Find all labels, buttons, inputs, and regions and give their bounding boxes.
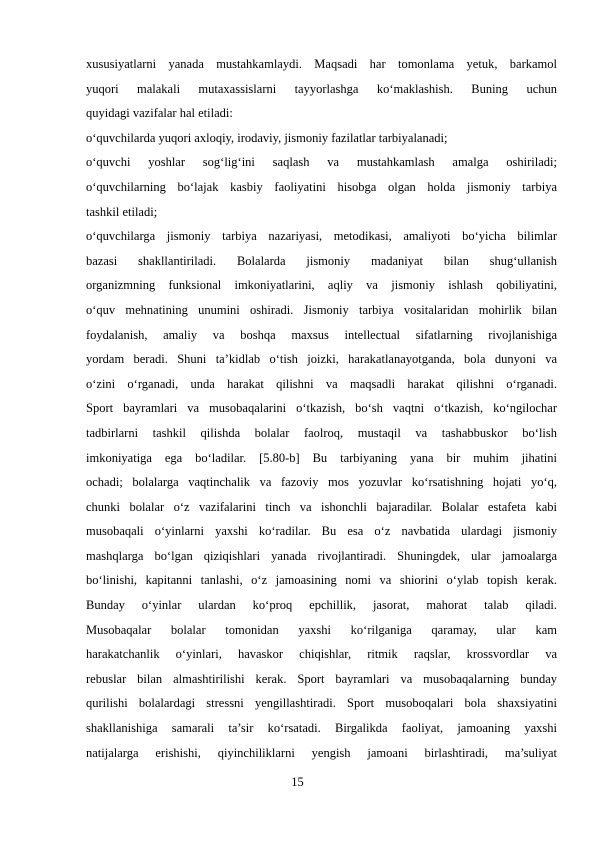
text-line: Musobaqalar bolalar tomonidan yaxshi ko‘rilganiga qaramay, ular kam: [86, 622, 557, 637]
text-line: Bunday o‘yinlar ulardan ko‘proq epchillik, jasorat, mahorat talab qiladi.: [86, 598, 557, 613]
text-line: quyidagi vazifalar hal etiladi:: [86, 106, 233, 121]
text-line: Sport bayramlari va musobaqalarini o‘tkazish, bo‘sh vaqtni o‘tkazish, ko‘ngilochar: [86, 401, 557, 416]
text-line: o‘quv mehnatining unumini oshiradi. Jismoniy tarbiya vositalaridan mohirlik bilan: [86, 302, 557, 317]
text-line: shakllanishiga samarali ta’sir ko‘rsatadi. Birgalikda faoliyat, jamoaning yaxshi: [86, 721, 557, 736]
text-line: musobaqali o‘yinlarni yaxshi ko‘radilar. Bu esa o‘z navbatida ulardagi jismoniy: [86, 524, 557, 539]
text-line: imkoniyatiga ega bo‘ladilar. [5.80-b] Bu tarbiyaning yana bir muhim jihatini: [86, 450, 557, 465]
text-line: o‘quvchilarning bo‘lajak kasbiy faoliyatini hisobga olgan holda jismoniy tarbiya: [86, 179, 557, 194]
page-number: 15: [291, 775, 304, 789]
text-line: o‘quvchi yoshlar sog‘lig‘ini saqlash va mustahkamlash amalga oshiriladi;: [86, 155, 557, 170]
text-line: mashqlarga bo‘lgan qiziqishlari yanada rivojlantiradi. Shuningdek, ular jamoalarga: [86, 548, 557, 563]
text-line: chunki bolalar o‘z vazifalarini tinch va ishonchli bajaradilar. Bolalar estafeta kabi: [86, 499, 557, 514]
text-line: foydalanish, amaliy va boshqa maxsus intellectual sifatlarning rivojlanishiga: [86, 327, 557, 342]
text-line: natijalarga erishishi, qiyinchiliklarni yengish jamoani birlashtiradi, ma’suliyat: [86, 745, 557, 760]
text-line: bazasi shakllantiriladi. Bolalarda jismoniy madaniyat bilan shug‘ullanish: [86, 253, 557, 268]
text-line: bo‘linishi, kapitanni tanlashi, o‘z jamoasining nomi va shiorini o‘ylab topish kerak.: [86, 573, 557, 588]
text-line: xususiyatlarni yanada mustahkamlaydi. Maqsadi har tomonlama yetuk, barkamol: [86, 57, 557, 71]
text-line: tadbirlarni tashkil qilishda bolalar faolroq, mustaqil va tashabbuskor bo‘lish: [86, 425, 557, 440]
text-line: yordam beradi. Shuni ta’kidlab o‘tish joizki, harakatlanayotganda, bola dunyoni va: [86, 352, 557, 367]
text-line: yuqori malakali mutaxassislarni tayyorlashga ko‘maklashish. Buning uchun: [86, 81, 557, 96]
text-line: o‘quvchilarda yuqori axloqiy, irodaviy, jismoniy fazilatlar tarbiyalanadi;: [86, 130, 448, 145]
text-line: tashkil etiladi;: [86, 204, 158, 219]
text-line: rebuslar bilan almashtirilishi kerak. Sport bayramlari va musobaqalarning bunday: [86, 671, 557, 686]
text-line: qurilishi bolalardagi stressni yengillashtiradi. Sport musoboqalari bola shaxsiyatini: [86, 696, 557, 711]
text-line: o‘zini o‘rganadi, unda harakat qilishni va maqsadli harakat qilishni o‘rganadi.: [86, 376, 557, 391]
text-line: o‘quvchilarga jismoniy tarbiya nazariyasi, metodikasi, amaliyoti bo‘yicha bilimlar: [86, 229, 557, 244]
body-text: [86, 52, 557, 765]
text-line: organizmning funksional imkoniyatlarini, aqliy va jismoniy ishlash qobiliyatini,: [86, 278, 557, 293]
text-line: ochadi; bolalarga vaqtinchalik va fazoviy mos yozuvlar ko‘rsatishning hojati yo‘q,: [86, 475, 557, 490]
text-line: harakatchanlik o‘yinlari, havaskor chiqishlar, ritmik raqslar, krossvordlar va: [86, 647, 557, 662]
